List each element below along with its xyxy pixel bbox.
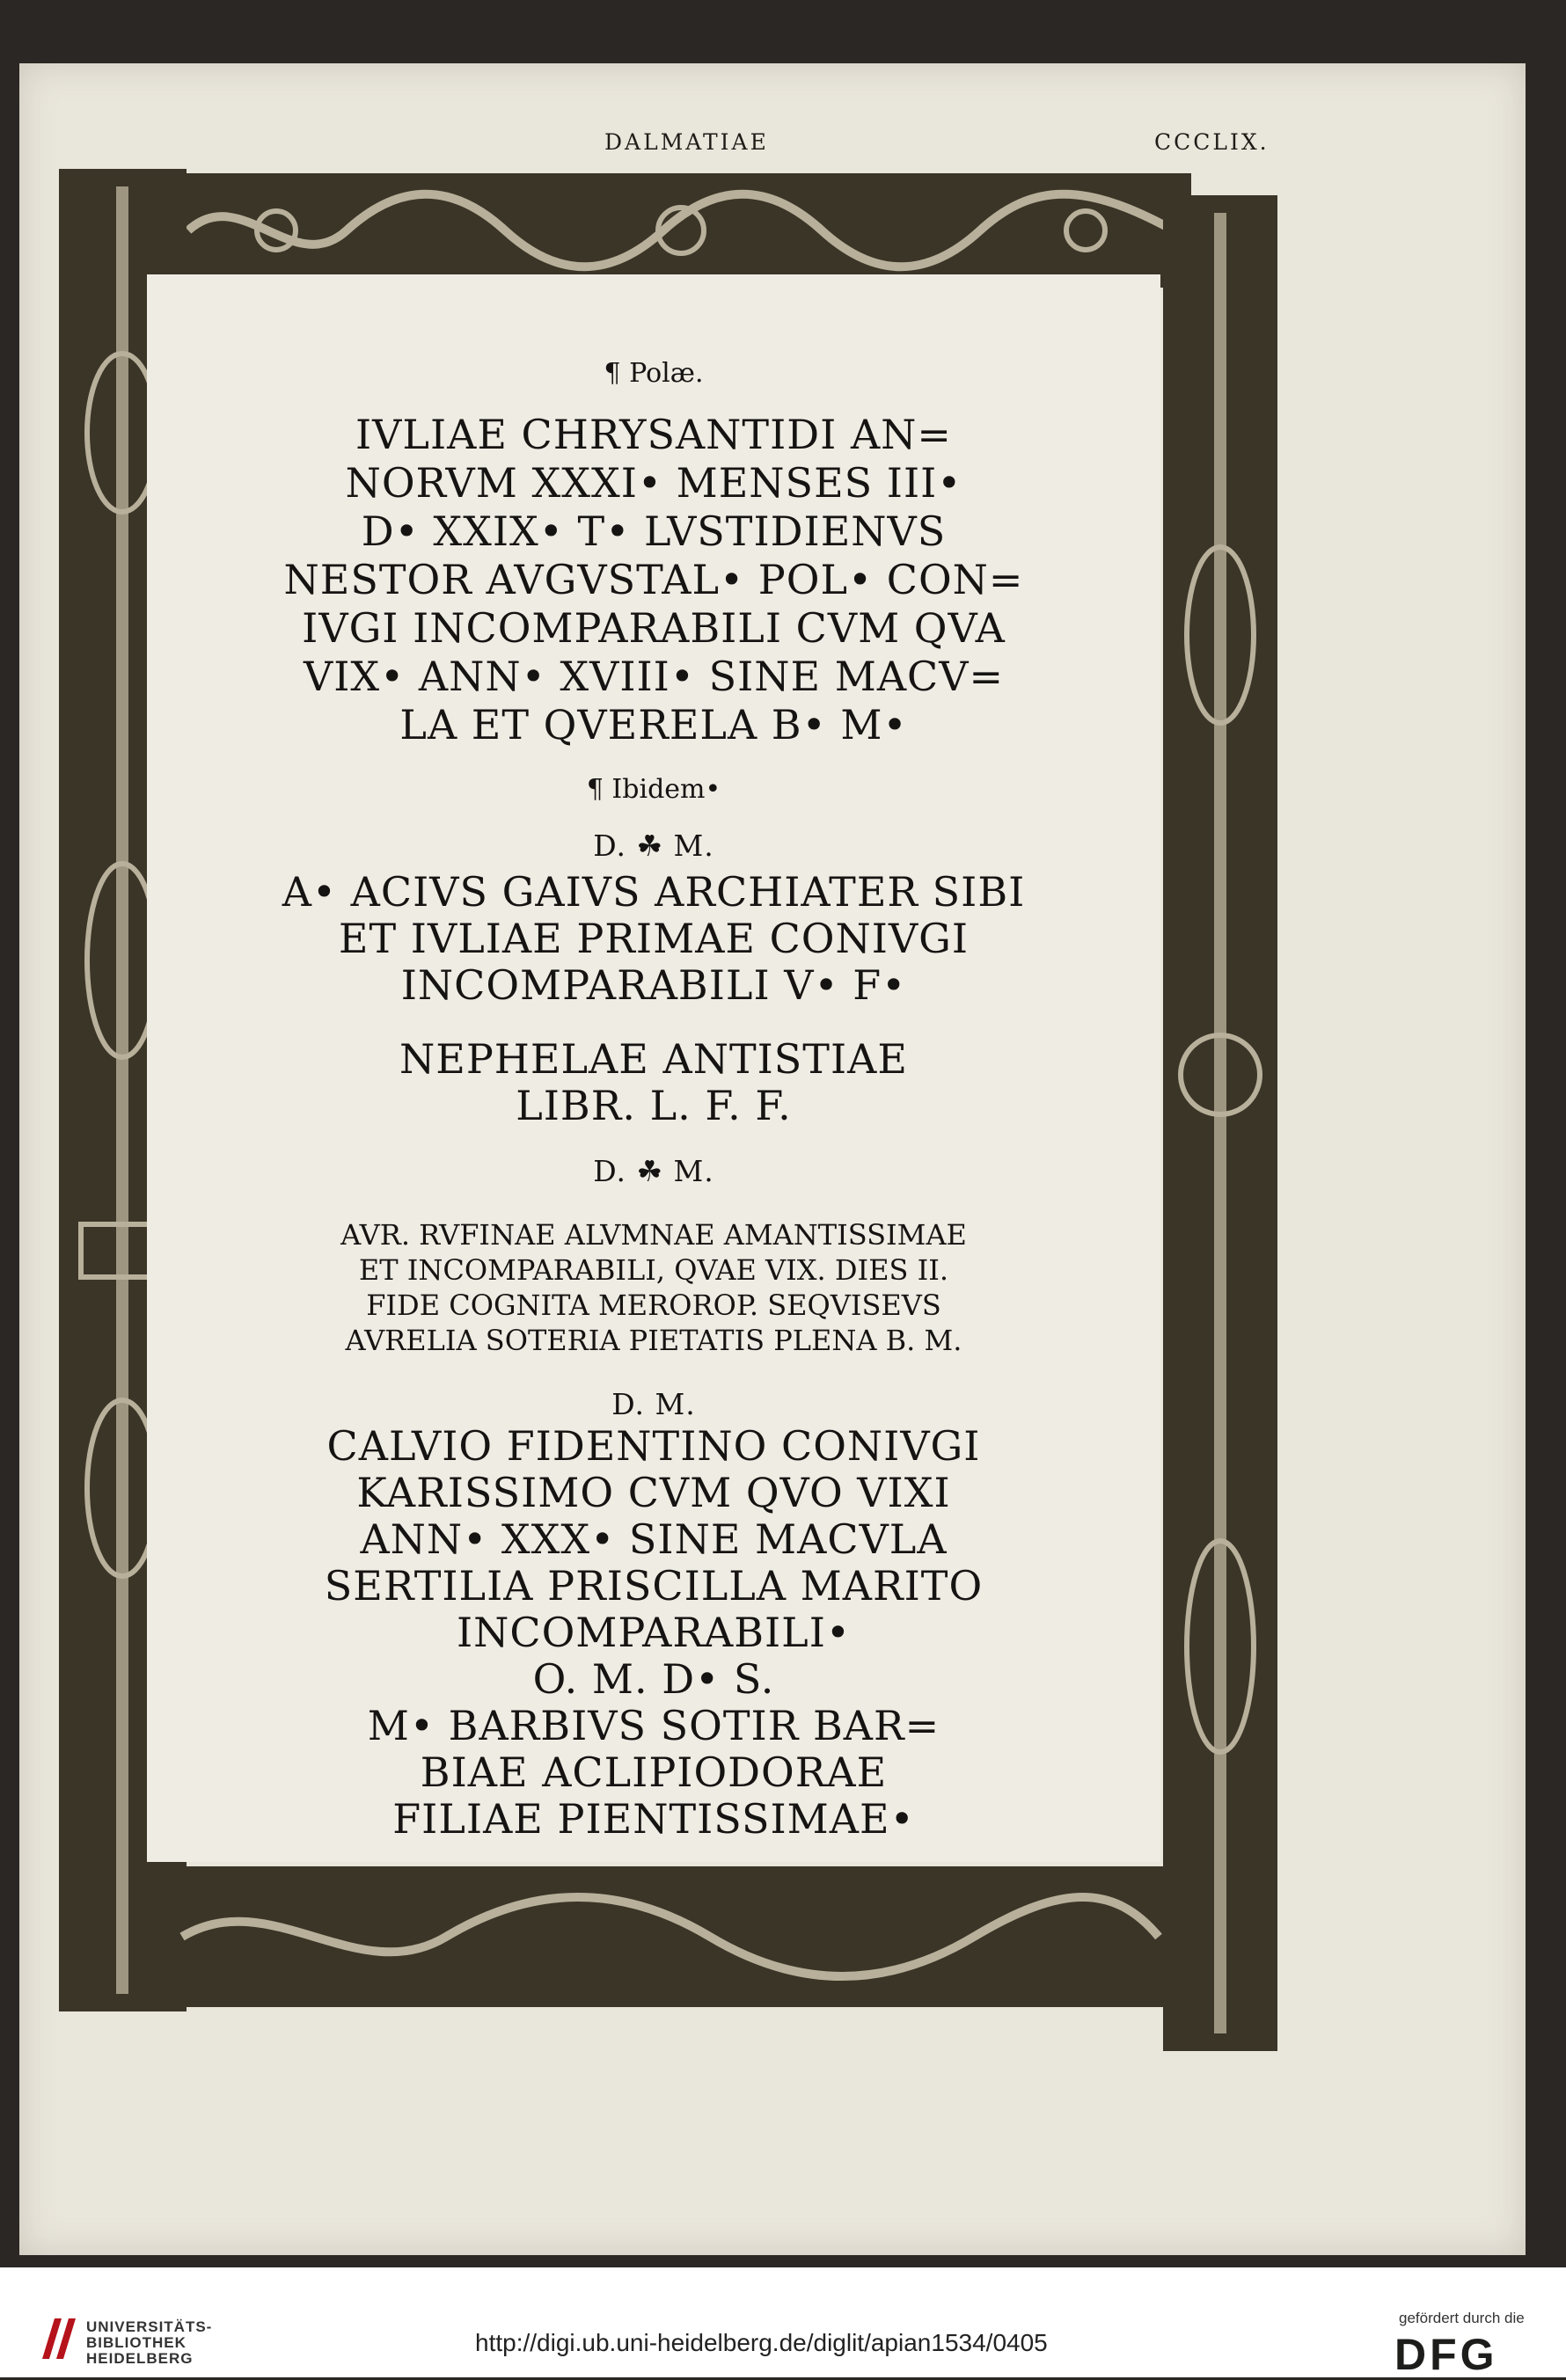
page-number: CCCLIX. [1154, 129, 1270, 155]
dm-line: D. ☘ M. [593, 1154, 714, 1188]
library-name-line: UNIVERSITÄTS- [86, 2318, 213, 2335]
inscription-line: NESTOR AVGVSTAL• POL• CON= [283, 556, 1024, 603]
library-name-line: BIBLIOTHEK [86, 2334, 187, 2351]
inscription-line: LA ET QVERELA B• M• [399, 701, 908, 748]
inscription-line: AVRELIA SOTERIA PIETATIS PLENA B. M. [345, 1324, 962, 1357]
inscription-line: INCOMPARABILI V• F• [400, 961, 907, 1009]
inscription-line: FIDE COGNITA MEROROP. SEQVISEVS [366, 1289, 941, 1322]
inscription-line: A• ACIVS GAIVS ARCHIATER SIBI [282, 868, 1026, 916]
woodcut-border-top [171, 173, 1191, 288]
heading-polae: ¶ Polæ. [604, 358, 704, 389]
sponsor-note: gefördert durch die [1399, 2310, 1525, 2326]
inscription-line: SERTILIA PRISCILLA MARITO [324, 1562, 984, 1610]
running-head-title: DALMATIAE [604, 129, 769, 155]
inscription-line: ET IVLIAE PRIMAE CONIVGI [338, 915, 970, 962]
inscription-line: KARISSIMO CVM QVO VIXI [356, 1469, 951, 1516]
permalink-url[interactable]: http://digi.ub.uni-heidelberg.de/diglit/apian1534/0405 [475, 2329, 1048, 2356]
inscription-line: IVGI INCOMPARABILI CVM QVA [302, 604, 1006, 652]
inscription-line: ET INCOMPARABILI, QVAE VIX. DIES II. [358, 1253, 949, 1287]
library-name-line: HEIDELBERG [86, 2350, 194, 2367]
inscription-line: NEPHELAE ANTISTIAE [399, 1035, 908, 1083]
book-page [19, 63, 1526, 2255]
woodcut-border-bottom [165, 1866, 1176, 2007]
inscription-line: BIAE ACLIPIODORAE [420, 1748, 888, 1796]
inscription-line: ANN• XXX• SINE MACVLA [360, 1515, 948, 1563]
inscription-line: LIBR. L. F. F. [516, 1082, 792, 1129]
dfg-logo: DFG [1394, 2330, 1498, 2379]
inscription-line: VIX• ANN• XVIII• SINE MACV= [303, 653, 1005, 700]
woodcut-border-right [1163, 195, 1277, 2051]
inscription-line: D• XXIX• T• LVSTIDIENVS [361, 507, 947, 555]
footer-bar [0, 2267, 1566, 2377]
inscription-line: AVR. RVFINAE ALVMNAE AMANTISSIMAE [340, 1218, 967, 1252]
dm-line: D. ☘ M. [593, 829, 714, 863]
inscription-line: INCOMPARABILI• [456, 1609, 852, 1656]
inscription-line: O. M. D• S. [532, 1655, 775, 1703]
inscription-line: M• BARBIVS SOTIR BAR= [367, 1702, 940, 1749]
inscription-line: NORVM XXXI• MENSES III• [345, 459, 962, 507]
university-library-logo-icon [37, 2313, 81, 2364]
inscription-line: CALVIO FIDENTINO CONIVGI [326, 1422, 981, 1470]
heading-ibidem: ¶ Ibidem• [586, 774, 721, 805]
inscription-line: IVLIAE CHRYSANTIDI AN= [355, 411, 952, 458]
dm-line: D. M. [611, 1387, 696, 1421]
inscription-line: FILIAE PIENTISSIMAE• [392, 1795, 915, 1843]
inscription-field [147, 274, 1160, 1862]
